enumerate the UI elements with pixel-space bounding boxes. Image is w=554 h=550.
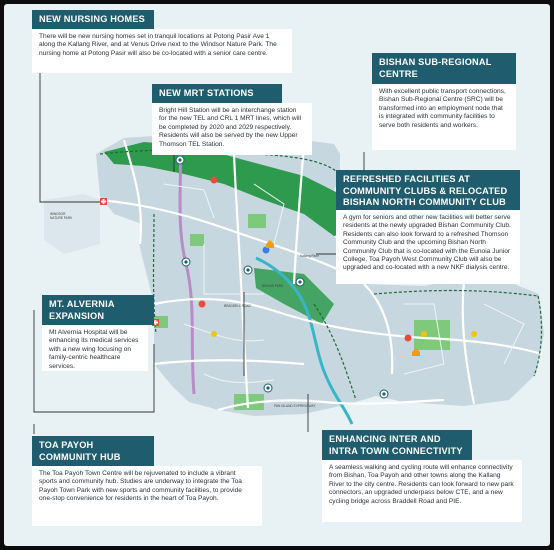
mrt-station-icon [380,390,388,398]
mrt-station-icon [264,384,272,392]
map-label-bishan-park: BISHAN PARK [262,284,284,288]
panel-title-toapayoh: TOA PAYOH COMMUNITY HUB [32,436,154,466]
community-club-icon [199,301,206,308]
mrt-station-icon [182,258,190,266]
community-club-icon [211,177,218,184]
mrt-station-icon [176,156,184,164]
panel-title-mrt: NEW MRT STATIONS [152,84,282,103]
panel-title-nursing: NEW NURSING HOMES [32,10,154,29]
panel-text-refreshed: A gym for seniors and other new facilities will better serve residents at the newly upgraded Bishan Community Club. Residents can also look forward to a refreshed Thomson Community Club and the upcoming Bishan North Community Club that is co-located with the Eunoia Junior College. Toa Payoh West Community Club will also be upgraded and co-located with a new NKF dialysis centre. [336,210,520,284]
mrt-station-icon [296,278,304,286]
mrt-station-icon [244,266,252,274]
panel-text-connectivity: A seamless walking and cycling route will enhance connectivity from Bishan, Toa Payoh and other towns along the Kallang River to the city centre. Residents can look forward to new park connectors, an upgraded underpass below CTE, and a new cycling bridge across Braddell Road and PIE. [322,460,522,522]
panel-text-toapayoh: The Toa Payoh Town Centre will be rejuvenated to include a vibrant sports and community hub. Studies are underway to integrate the Toa Payoh Town Park with new sports and community facilities, to provide one-stop convenience for residents in the heart of Toa Payoh. [32,466,262,526]
panel-title-bishan: BISHAN SUB-REGIONAL CENTRE [372,53,516,84]
community-club-icon [405,335,412,342]
map-infographic [4,4,550,546]
map-label-windsor: WINDSOR NATURE PARK [50,212,73,220]
panel-title-refreshed: REFRESHED FACILITIES AT COMMUNITY CLUBS & RELOCATED BISHAN NORTH COMMUNITY CLUB [336,170,520,210]
panel-text-bishan: With excellent public transport connections, Bishan Sub-Regional Centre (SRC) will be transformed into an employment node that is integrated with community facilities to serve both residents and workers. [372,84,516,150]
sports-icon [471,331,477,337]
green-patch [190,234,204,246]
green-patch [248,214,266,228]
panel-title-connectivity: ENHANCING INTER AND INTRA TOWN CONNECTIVITY [322,430,472,460]
sports-icon [421,331,427,337]
sports-icon [211,331,217,337]
map-label-braddell: BRADDELL ROAD [224,304,251,308]
hospital-icon [100,198,107,205]
map-label-pie: PAN ISLAND EXPRESSWAY [274,404,316,408]
panel-title-alvernia: MT. ALVERNIA EXPANSION [42,295,154,325]
map-label-kallang: Kallang River [300,254,319,258]
panel-text-nursing: There will be new nursing homes set in tranquil locations at Potong Pasir Ave 1 along the Kallang River, and at Venus Drive next to the Windsor Nature Park. The nursing home at Potong Pasir will also be co-located with a senior care centre. [32,29,292,73]
green-patch [414,320,450,350]
panel-text-mrt: Bright Hill Station will be an interchange station for the new TEL and CRL 1 MRT lines, which will be completed by 2020 and 2029 respectively. Residents will also be served by the new Upper Thomson TEL Station. [152,103,312,155]
panel-text-alvernia: Mt Alvernia Hospital will be enhancing its medical services with a new wing focusing on family-centric healthcare services. [42,325,148,371]
windsor-area [44,194,100,254]
